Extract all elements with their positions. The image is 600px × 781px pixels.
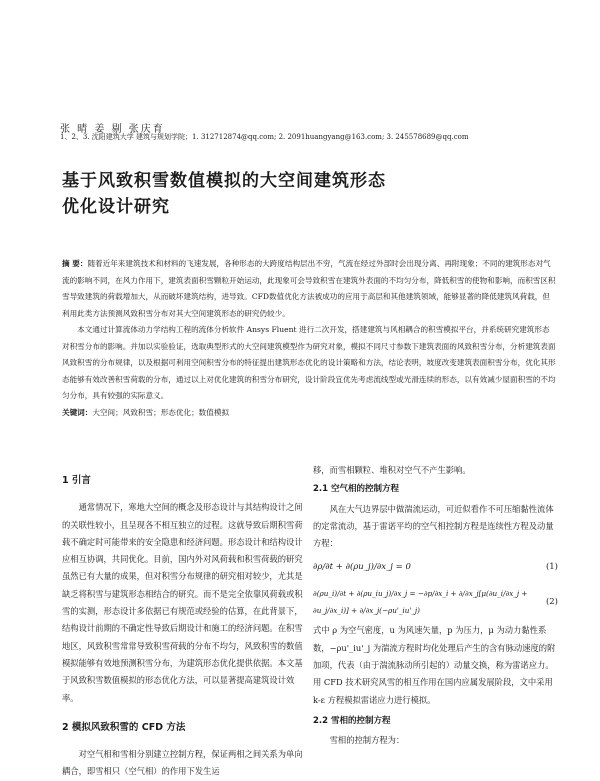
abstract-paragraph-2: 本文通过计算流体动力学结构工程的流体分析软件 Ansys Fluent 进行二次开发，搭建建筑与风相耦合的积雪模拟平台，并系统研究建筑形态对积雪分布的影响。并加以实验验证，选取典型形式的大空间建筑模型作为研究对象，模拟不同尺寸参数下建筑表面的风致积雪分布，分析建筑表面风致积雪的分布规律，以及根据可利用空间积雪分布的特征提出建筑形态优化的设计策略和方法，结论表明，坡度改变建筑表面积雪分布，优化其形态能够有效改善积雪荷载的分布，通过以上对优化建筑的积雪分布研究，设计阶段宜优先考虑流线型或光滑连续的形态，以有效减少屋面积雪的不均匀分布，具有较强的实际意义。 <box>62 325 556 400</box>
right-column <box>313 462 558 750</box>
left-column <box>62 468 307 781</box>
introduction-paragraph: 通常情况下，寒地大空间的概念及形态设计与其结构设计之间的关联性较小，且呈现各不相互独立的过程。这就导致后期积雪荷载不确定时可能带来的安全隐患和经济问题。形态设计和结构设计应相互协调，共同优化。目前，国内外对风荷载和积雪荷载的研究虽然已有大量的成果，但对积雪分布规律的研究相对较少，尤其是缺乏将积雪与建筑形态相结合的研究。而不是完全依靠风荷载或积雪的实测，形态设计多依据已有规范或经验的估算，在此背景下，结构设计前期的不确定性导致后期设计和施工的经济问题。在积雪地区，风致积雪常常导致积雪荷载的分布不均匀，风致积雪的数值模拟能够有效地预测积雪分布，为建筑形态优化提供依据。本文基于风致积雪数值模拟的形态优化方法，可以显著提高建筑设计效率。 <box>62 502 303 703</box>
symbol-definition-paragraph: 式中 ρ 为空气密度，u 为风速矢量，p 为压力，μ 为动力黏性系数，−ρu'_iu'_j 为湍流方程时均化处理后产生的含有脉动速度的附加项，代表（由于湍流脉动所引起的）动量交换，称为雷诺应力。用 CFD 技术研究风雪的相互作用在国内应属发展阶段，文中采用 k-ε 方程模拟雷诺应力进行模拟。 <box>313 625 556 705</box>
equation-1-body: ∂ρ/∂t + ∂(ρu_j)/∂x_j = 0 <box>313 561 411 572</box>
section-heading-cfd-method: 2 模拟风致积雪的 CFD 方法 <box>62 721 186 733</box>
paper-title-line-2: 优化设计研究 <box>62 197 170 217</box>
equation-2-body: ∂(ρu_i)/∂t + ∂(ρu_iu_j)/∂x_j = −∂p/∂x_i + ∂/∂x_j[μ(∂u_i/∂x_j + ∂u_j/∂x_i)] + ∂/∂x_j(−ρu'_iu'_j) <box>313 589 528 616</box>
equation-1-number: (1) <box>545 561 558 572</box>
keywords-text: 大空间；风致积雪；形态优化；数值模拟 <box>92 407 230 417</box>
equation-2-number: (2) <box>545 596 558 607</box>
abstract-text-1: 随着近年来建筑技术和材料的飞速发展，各种形态的大跨度结构层出不穷，气流在经过外部时会出现分离、再附现象；不同的建筑形态对气流的影响不同，在风力作用下，建筑表面积雪颗粒开始运动，此现象可会导致积雪在建筑外表面的不均匀分布，降低积雪的使物和影响，而积雪区积雪导致建筑的荷载增加大，从而破坏建筑结构，进导致。CFD数值优化方法被成功的应用于高层和其他建筑领域，能够显著的降低建筑风荷载，但利用此类方法预测风致积雪分布对其大空间建筑形态的研究仍较少。 <box>62 259 556 318</box>
air-phase-paragraph: 风在大气边界层中做湍流运动，可近似看作不可压缩黏性流体的定常流动，基于雷诺平均的空气相控制方程是连续性方程及动量方程： <box>313 503 554 549</box>
abstract-paragraph-1 <box>62 256 556 322</box>
author-affiliation: 1、2、3. 沈阳建筑大学 建筑与规划学院；1. 312712874@qq.com; 2. 2091huangyang@163.com; 3. 245578689@qq.com <box>60 133 469 141</box>
author-list: 张 晴 姜 剔 张庆育 <box>60 124 165 135</box>
subsection-heading-air-phase: 2.1 空气相的控制方程 <box>313 484 400 495</box>
subsection-heading-snow-phase: 2.2 雪相的控制方程 <box>313 715 391 726</box>
snow-phase-paragraph: 雪相的控制方程为： <box>329 735 405 746</box>
paper-title-line-1: 基于风致积雪数值模拟的大空间建筑形态 <box>62 171 386 191</box>
equation-2 <box>313 582 558 622</box>
continued-paragraph: 移，而雪相颗粒、堆积对空气不产生影响。 <box>313 465 471 475</box>
section-heading-introduction: 1 引言 <box>62 475 91 486</box>
abstract-block <box>62 256 556 421</box>
equation-1 <box>313 552 558 582</box>
abstract-label: 摘 要： <box>62 259 88 268</box>
cfd-method-paragraph: 对空气相和雪相分别建立控制方程，保证两相之间关系为单向耦合，即雪相只（空气相）的作用下发生运 <box>62 749 303 777</box>
keywords-line <box>62 405 556 422</box>
keywords-label: 关键词： <box>62 407 93 417</box>
